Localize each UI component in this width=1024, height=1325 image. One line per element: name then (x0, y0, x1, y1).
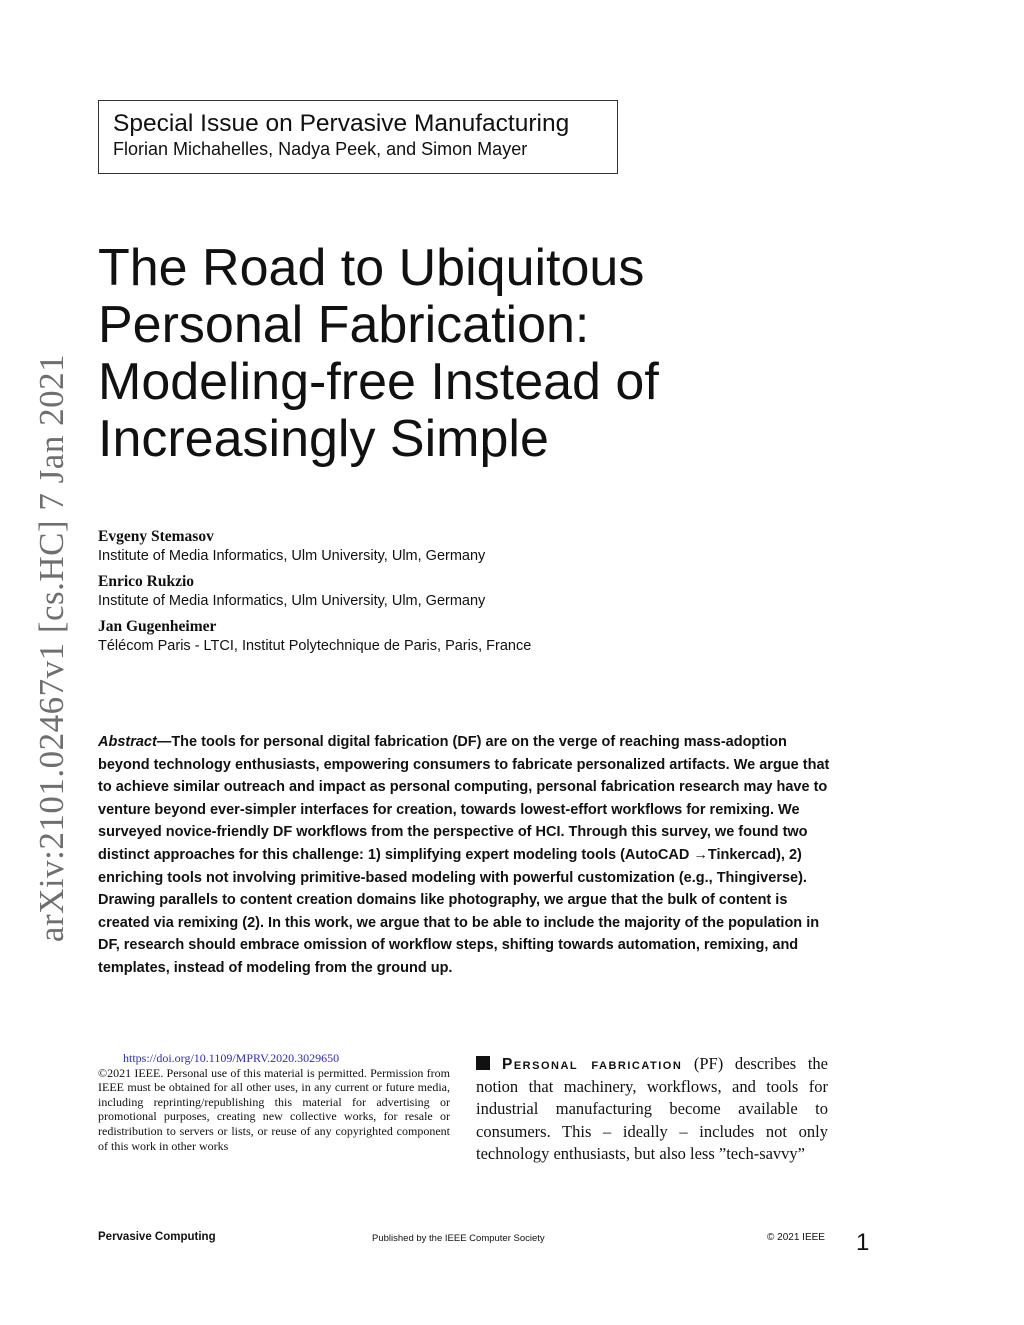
footer-magazine-name: Pervasive Computing (98, 1231, 216, 1243)
page-number: 1 (856, 1229, 870, 1256)
author-affiliation: Institute of Media Informatics, Ulm University, Ulm, Germany (98, 548, 486, 564)
paper-title (98, 240, 858, 468)
footer-publisher: Published by the IEEE Computer Society (372, 1233, 545, 1244)
lead-words: Personal fabrication (502, 1056, 683, 1073)
special-issue-title: Special Issue on Pervasive Manufacturing (113, 110, 570, 137)
author-affiliation: Institute of Media Informatics, Ulm University, Ulm, Germany (98, 593, 486, 609)
author-name: Evgeny Stemasov (98, 528, 214, 545)
black-square-icon (476, 1056, 490, 1070)
abstract-text: —The tools for personal digital fabrication (DF) are on the verge of reaching mass-adoption beyond technology enthusiasts, empowering consumers to fabricate personalized artifacts. We argue that to achieve similar outreach and impact as personal computing, personal fabrication research may have to venture beyond ever-simpler interfaces for creation, towards lowest-effort workflows for remixing. We surveyed novice-friendly DF workflows from the perspective of HCI. Through this survey, we found two distinct approaches for this challenge: 1) simplifying expert modeling tools (AutoCAD →Tinkercad), 2) enriching tools not involving primitive-based modeling with powerful customization (e.g., Thingiverse). Drawing parallels to content creation domains like photography, we argue that the bulk of content is created via remixing (2). In this work, we argue that to be able to include the majority of the population in DF, research should embrace omission of workflow steps, shifting towards automation, remixing, and templates, instead of modeling from the ground up. (98, 734, 830, 976)
abstract-label: Abstract (98, 734, 157, 750)
author-list (98, 527, 838, 662)
footer-copyright: © 2021 IEEE (767, 1232, 825, 1243)
arxiv-identifier: arXiv:2101.02467v1 [cs.HC] 7 Jan 2021 (32, 353, 71, 943)
paper-title-line: The Road to Ubiquitous (98, 239, 645, 297)
author-block (98, 572, 838, 611)
author-block (98, 527, 838, 566)
paper-title-line: Modeling-free Instead of (98, 353, 659, 411)
body-paragraph (476, 1053, 828, 1165)
body-text: (PF) describes the notion that machinery, workflows, and tools for industrial manufacturing become available to consumers. This – ideally – includes not only technology enthusiasts, but also less ”tech-savvy” (476, 1054, 828, 1163)
author-name: Jan Gugenheimer (98, 618, 217, 635)
copyright-footnote (98, 1051, 450, 1153)
special-issue-box (98, 100, 618, 174)
author-block (98, 617, 838, 656)
copyright-notice: ©2021 IEEE. Personal use of this material is permitted. Permission from IEEE must be obtained for all other uses, in any current or future media, including reprinting/republishing this material for advertising or promotional purposes, creating new collective works, for resale or redistribution to servers or lists, or reuse of any copyrighted component of this work in other works (98, 1065, 450, 1153)
paper-title-line: Increasingly Simple (98, 410, 549, 468)
abstract (98, 731, 838, 980)
author-affiliation: Télécom Paris - LTCI, Institut Polytechnique de Paris, Paris, France (98, 638, 532, 654)
author-name: Enrico Rukzio (98, 573, 195, 590)
special-issue-editors: Florian Michahelles, Nadya Peek, and Simon Mayer (113, 139, 528, 159)
doi-link[interactable]: https://doi.org/10.1109/MPRV.2020.3029650 (123, 1051, 340, 1065)
paper-title-line: Personal Fabrication: (98, 296, 590, 354)
